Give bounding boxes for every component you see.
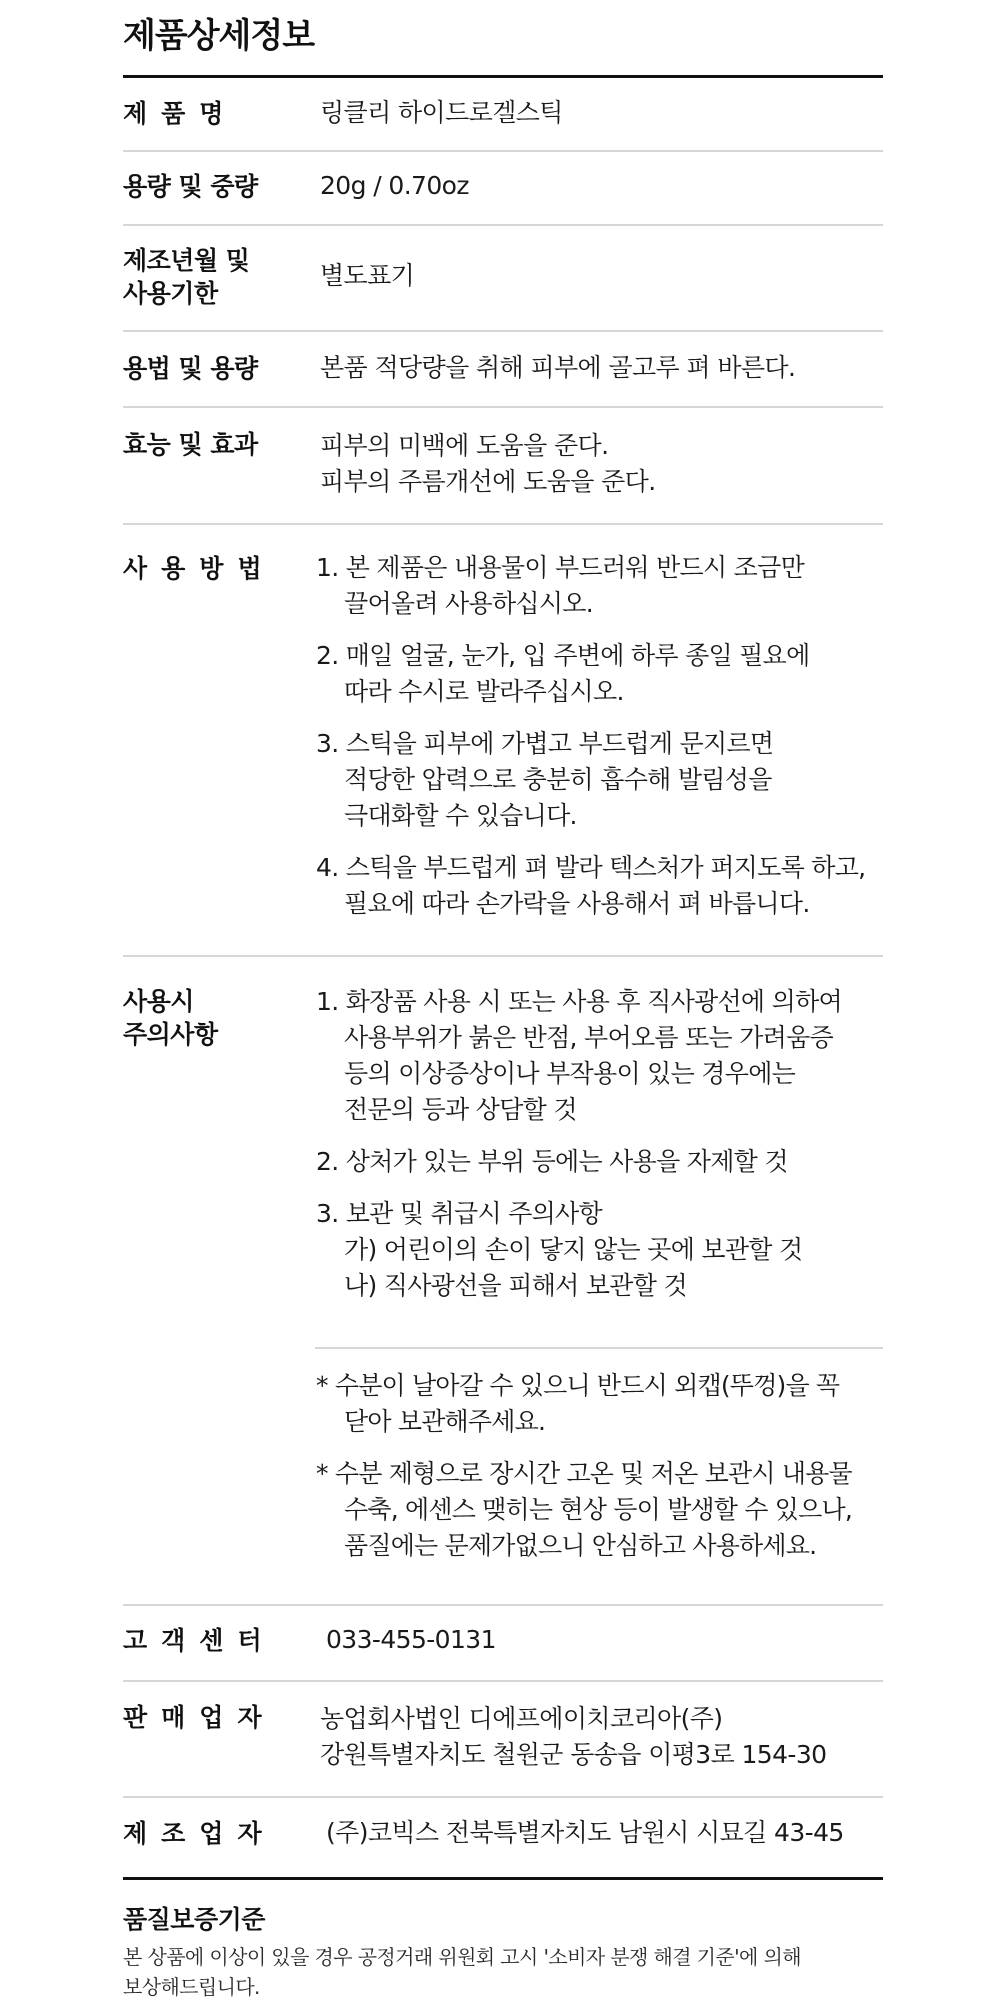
list-line: 2. 상처가 있는 부위 등에는 사용을 자제할 것: [316, 1147, 788, 1176]
list-line: 3. 스틱을 피부에 가볍고 부드럽게 문지르면: [316, 729, 774, 758]
row-divider: [123, 1604, 883, 1606]
quality-line: 본 상품에 이상이 있을 경우 공정거래 위원회 고시 '소비자 분쟁 해결 기준'에 의해: [123, 1945, 801, 1969]
row-divider: [123, 150, 883, 152]
label-line: 주의사항: [123, 1020, 218, 1049]
value-line: 피부의 주름개선에 도움을 준다.: [320, 467, 656, 496]
label-expiry: [123, 244, 303, 310]
header-rule: [123, 75, 883, 78]
note-item: [316, 1368, 891, 1440]
label-product-name: 제품명: [123, 99, 238, 128]
value-line: 농업회사법인 디에프에이치코리아(주): [320, 1704, 723, 1733]
value-line: 20g / 0.70oz: [320, 171, 469, 200]
page-title: 제품상세정보: [123, 16, 315, 56]
row-divider: [123, 1680, 883, 1682]
label-caution: [123, 985, 303, 1051]
value-dosage: [320, 350, 890, 386]
label-volume: 용량 및 중량: [123, 172, 258, 201]
list-line: 2. 매일 얼굴, 눈가, 입 주변에 하루 종일 필요에: [316, 641, 810, 670]
note-line: * 수분이 날아갈 수 있으니 반드시 외캡(뚜껑)을 꼭: [316, 1371, 840, 1400]
label-line: 사용기한: [123, 279, 218, 308]
phone-number: 033-455-0131: [326, 1625, 496, 1654]
value-line: 강원특별자치도 철원군 동송읍 이평3로 154-30: [320, 1740, 827, 1769]
label-seller: 판매업자: [123, 1703, 276, 1732]
value-maker: [326, 1815, 896, 1851]
note-item: [316, 1456, 891, 1564]
caution-list: [316, 984, 891, 1320]
row-divider: [123, 955, 883, 957]
list-item: [316, 984, 891, 1128]
label-usage: 사용방법: [123, 554, 276, 583]
list-line: 등의 이상증상이나 부작용이 있는 경우에는: [344, 1059, 796, 1088]
row-divider: [123, 523, 883, 525]
list-line: 1. 화장품 사용 시 또는 사용 후 직사광선에 의하여: [316, 987, 842, 1016]
footer-rule: [123, 1877, 883, 1880]
label-line: 사용시: [123, 987, 194, 1016]
value-expiry: [320, 258, 890, 294]
label-effect: 효능 및 효과: [123, 430, 258, 459]
value-line: (주)코빅스 전북특별자치도 남원시 시묘길 43-45: [326, 1818, 844, 1847]
list-line: 가) 어린이의 손이 닿지 않는 곳에 보관할 것: [344, 1235, 803, 1264]
row-divider: [123, 330, 883, 332]
value-line: 링클리 하이드로겔스틱: [320, 98, 563, 127]
list-line: 필요에 따라 손가락을 사용해서 펴 바릅니다.: [344, 889, 810, 918]
note-line: 품질에는 문제가없으니 안심하고 사용하세요.: [344, 1531, 817, 1560]
list-line: 3. 보관 및 취급시 주의사항: [316, 1199, 602, 1228]
list-line: 나) 직사광선을 피해서 보관할 것: [344, 1271, 687, 1300]
list-line: 사용부위가 붉은 반점, 부어오름 또는 가려움증: [344, 1023, 834, 1052]
value-seller: [320, 1701, 890, 1773]
list-item: [316, 850, 891, 922]
list-item: [316, 550, 891, 622]
list-item: [316, 638, 891, 710]
caution-notes: [316, 1368, 891, 1580]
label-dosage: 용법 및 용량: [123, 354, 258, 383]
list-item: [316, 726, 891, 834]
label-customer-center: 고객센터: [123, 1626, 276, 1655]
usage-list: [316, 550, 891, 938]
notes-divider: [315, 1347, 883, 1349]
label-maker: 제조업자: [123, 1819, 276, 1848]
value-line: 피부의 미백에 도움을 준다.: [320, 431, 609, 460]
value-volume: [320, 168, 890, 204]
list-line: 1. 본 제품은 내용물이 부드러워 반드시 조금만: [316, 553, 805, 582]
row-divider: [123, 1796, 883, 1798]
list-line: 극대화할 수 있습니다.: [344, 801, 577, 830]
list-line: 전문의 등과 상담할 것: [344, 1095, 577, 1124]
quality-text: [123, 1942, 893, 2002]
note-line: 닫아 보관해주세요.: [344, 1407, 546, 1436]
list-item: [316, 1196, 891, 1304]
value-line: 본품 적당량을 취해 피부에 골고루 펴 바른다.: [320, 353, 796, 382]
value-product-name: [320, 95, 890, 131]
value-customer-center: [326, 1622, 896, 1658]
value-effect: [320, 428, 890, 500]
value-line: 별도표기: [320, 261, 415, 290]
list-line: 적당한 압력으로 충분히 흡수해 발림성을: [344, 765, 772, 794]
quality-title: 품질보증기준: [123, 1905, 265, 1934]
note-line: 수축, 에센스 맺히는 현상 등이 발생할 수 있으나,: [344, 1495, 852, 1524]
row-divider: [123, 406, 883, 408]
label-line: 제조년월 및: [123, 246, 250, 275]
list-item: [316, 1144, 891, 1180]
note-line: * 수분 제형으로 장시간 고온 및 저온 보관시 내용물: [316, 1459, 852, 1488]
row-divider: [123, 224, 883, 226]
list-line: 4. 스틱을 부드럽게 펴 발라 텍스처가 퍼지도록 하고,: [316, 853, 866, 882]
list-line: 따라 수시로 발라주십시오.: [344, 677, 624, 706]
list-line: 끌어올려 사용하십시오.: [344, 589, 593, 618]
quality-line: 보상해드립니다.: [123, 1975, 260, 1999]
